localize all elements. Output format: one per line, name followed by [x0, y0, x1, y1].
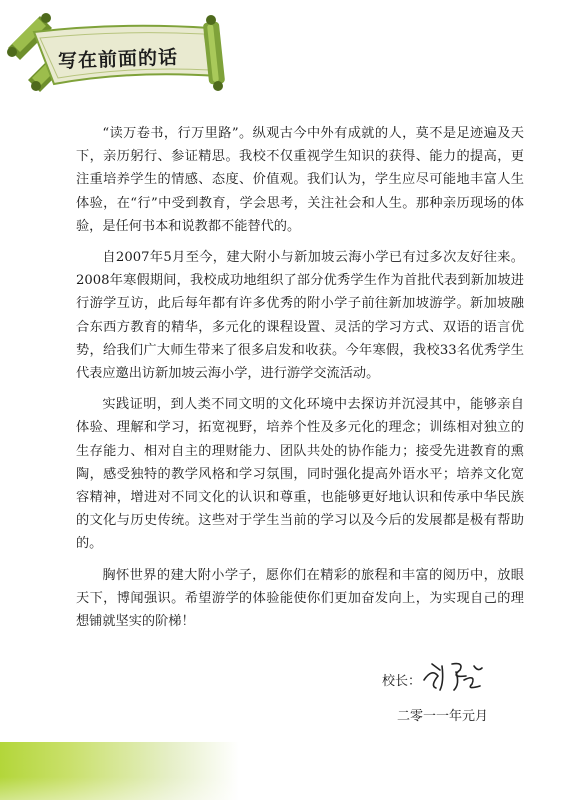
signature-block — [382, 658, 532, 698]
paragraph-2: 自2007年5月至今，建大附小与新加坡云海小学已有过多次友好往来。2008年寒假期间，我校成功地组织了部分优秀学生作为首批代表到新加坡进行游学互访，此后每年都有许多优秀的附小学子前往新加坡游学。新加坡融合东西方教育的精华，多元化的课程设置、灵活的学习方式、双语的语言优势，给我们广大师生带来了很多启发和收获。今年寒假，我校33名优秀学生代表应邀出访新加坡云海小学，进行游学交流活动。 — [76, 250, 524, 382]
date-line: 二零一一年元月 — [397, 709, 489, 724]
paragraph-3: 实践证明，到人类不同文明的文化环境中去探访并沉浸其中，能够亲自体验、理解和学习，拓宽视野，培养个性及多元化的理念；训练相对独立的生存能力、相对自主的理财能力、团队共处的协作能力；接受先进教育的熏陶，感受独特的教学风格和学习氛围，同时强化提高外语水平；培养文化宽容精神，增进对不同文化的认识和尊重，也能够更好地认识和传承中华民族的文化与历史传统。这些对于学生当前的学习以及今后的发展都是极有帮助的。 — [76, 397, 524, 552]
signature-label: 校长： — [382, 674, 422, 689]
title-banner — [0, 0, 569, 120]
banner-title: 写在前面的话 — [57, 46, 179, 73]
footer-gradient-band — [0, 742, 569, 800]
letter-body — [76, 122, 524, 641]
paragraph-4: 胸怀世界的建大附小学子，愿你们在精彩的旅程和丰富的阅历中，放眼天下，博闻强识。希望游学的体验能使你们更加奋发向上，为实现自己的理想铺就坚实的阶梯！ — [76, 567, 524, 630]
paragraph-1: “读万卷书，行万里路”。纵观古今中外有成就的人，莫不是足迹遍及天下，亲历躬行、参证精思。我校不仅重视学生知识的获得、能力的提高，更注重培养学生的情感、态度、价值观。我们认为，学生应尽可能地丰富人生体验，在“行”中受到教育，学会思考，关注社会和人生。那种亲历现场的体验，是任何书本和说教都不能替代的。 — [76, 126, 524, 234]
handwritten-signature-icon — [420, 658, 490, 694]
